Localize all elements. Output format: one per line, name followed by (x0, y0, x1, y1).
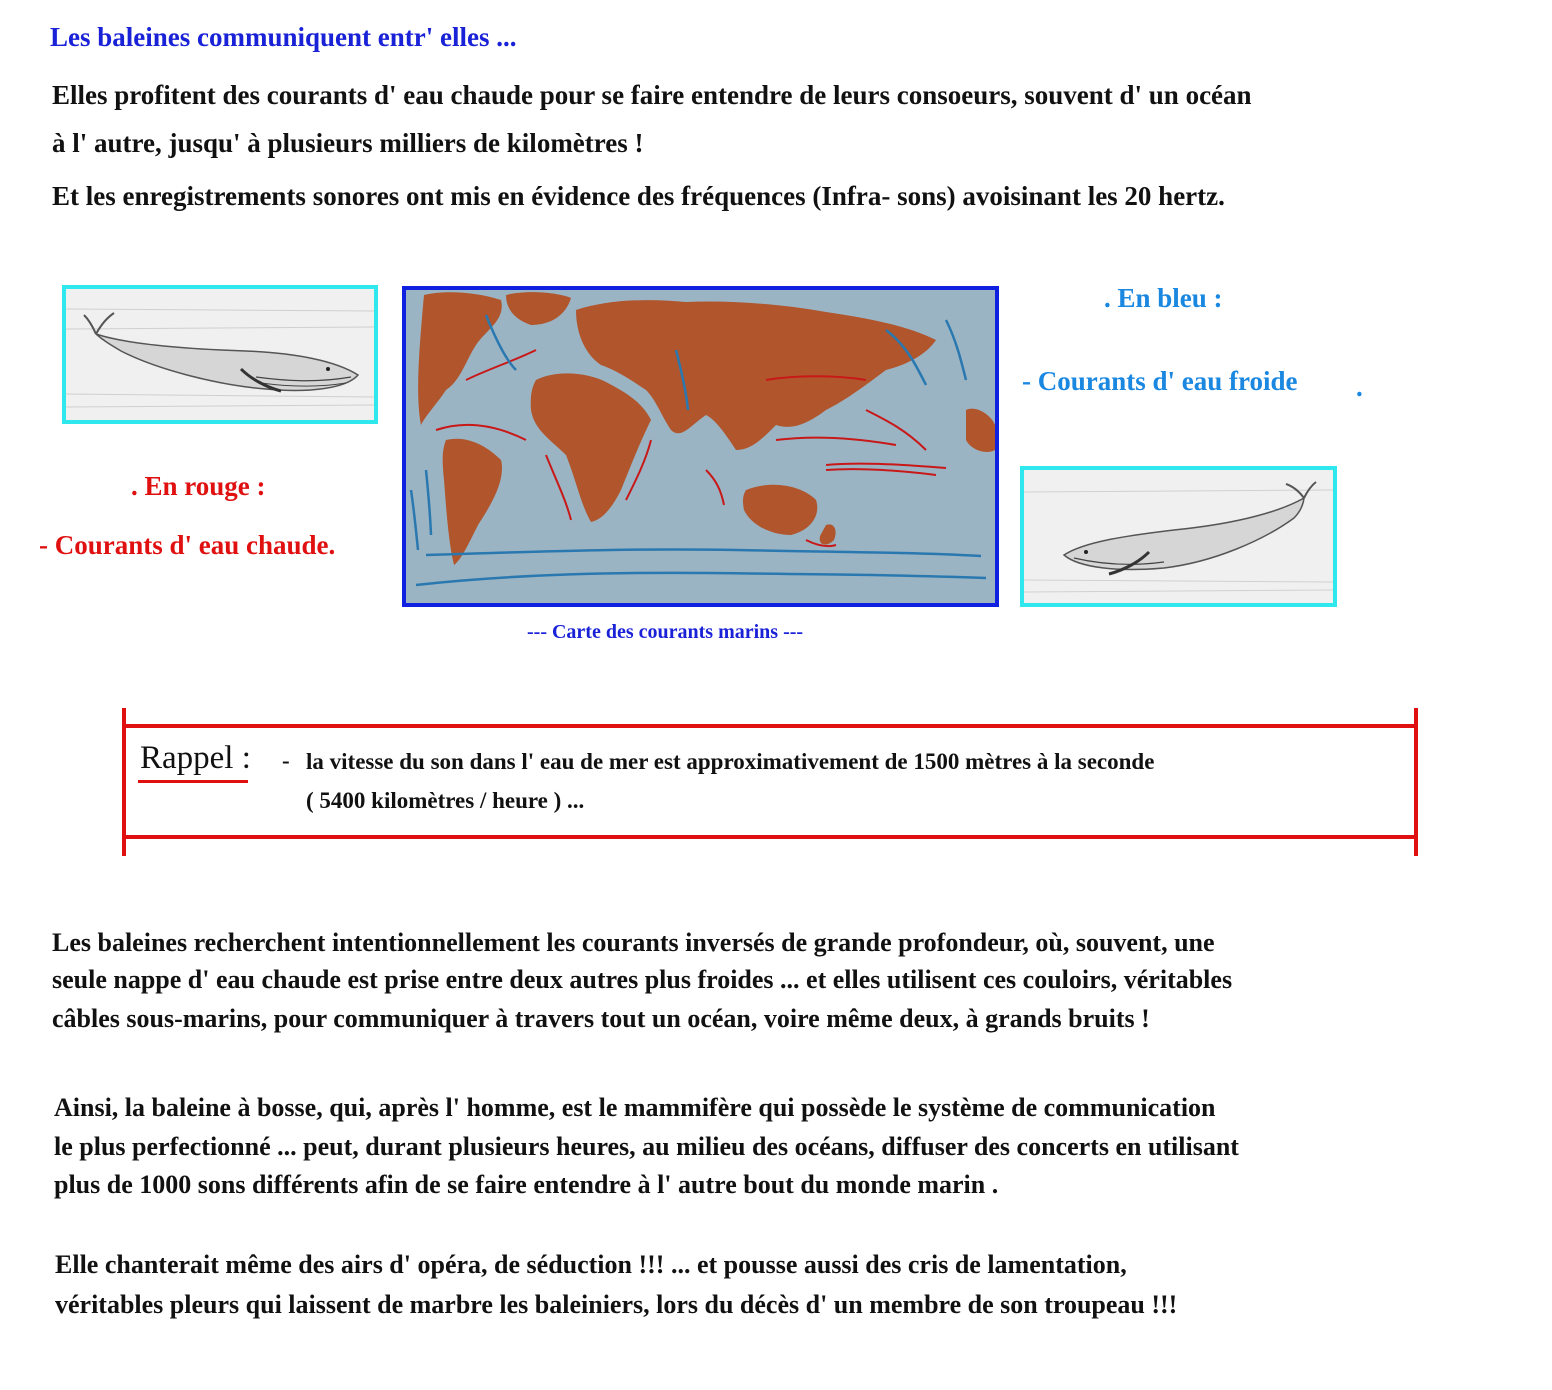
map-caption: --- Carte des courants marins --- (527, 621, 804, 643)
paragraph-2-line-3: plus de 1000 sons différents afin de se faire entendre à l' autre bout du monde marin . (54, 1170, 999, 1199)
legend-blue-text: - Courants d' eau froide (1022, 366, 1298, 396)
rappel-underline (138, 780, 248, 783)
whale-illustration-left (62, 285, 378, 424)
whale-drawing-icon (66, 289, 374, 420)
whale-drawing-icon (1024, 470, 1333, 603)
rappel-line-2: ( 5400 kilomètres / heure ) ... (306, 788, 585, 813)
rappel-label: Rappel : (140, 740, 251, 776)
legend-blue-heading: . En bleu : (1104, 283, 1223, 313)
whale-illustration-right (1020, 466, 1337, 607)
paragraph-1-line-2: seule nappe d' eau chaude est prise entre deux autres plus froides ... et elles utilisent ces couloirs, véritables (52, 965, 1233, 994)
paragraph-1-line-3: câbles sous-marins, pour communiquer à travers tout un océan, voire même deux, à grands bruits ! (52, 1004, 1150, 1033)
rappel-dash: - (282, 748, 290, 773)
paragraph-3-line-2: véritables pleurs qui laissent de marbre les baleiniers, lors du décès d' un membre de son troupeau !!! (55, 1290, 1178, 1319)
intro-line-1: Elles profitent des courants d' eau chaude pour se faire entendre de leurs consoeurs, souvent d' un océan (52, 80, 1252, 110)
paragraph-2-line-2: le plus perfectionné ... peut, durant plusieurs heures, au milieu des océans, diffuser des concerts en utilisant (54, 1132, 1239, 1161)
ocean-currents-map (402, 286, 999, 607)
world-map-icon (406, 290, 995, 603)
page-title: Les baleines communiquent entr' elles ... (50, 22, 517, 52)
legend-red-heading: . En rouge : (131, 471, 266, 501)
rappel-line-1: la vitesse du son dans l' eau de mer est approximativement de 1500 mètres à la seconde (306, 749, 1155, 774)
intro-line-2: à l' autre, jusqu' à plusieurs milliers de kilomètres ! (52, 128, 644, 158)
intro-line-3: Et les enregistrements sonores ont mis en évidence des fréquences (Infra- sons) avoisinant les 20 hertz. (52, 181, 1225, 211)
paragraph-1-line-1: Les baleines recherchent intentionnellement les courants inversés de grande profondeur, où, souvent, une (52, 928, 1215, 957)
legend-blue-dot: . (1356, 372, 1363, 402)
paragraph-2-line-1: Ainsi, la baleine à bosse, qui, après l' homme, est le mammifère qui possède le système de communication (54, 1093, 1216, 1122)
rappel-box (122, 708, 1418, 856)
legend-red-text: - Courants d' eau chaude. (39, 530, 336, 560)
paragraph-3-line-1: Elle chanterait même des airs d' opéra, de séduction !!! ... et pousse aussi des cris de lamentation, (55, 1250, 1127, 1279)
